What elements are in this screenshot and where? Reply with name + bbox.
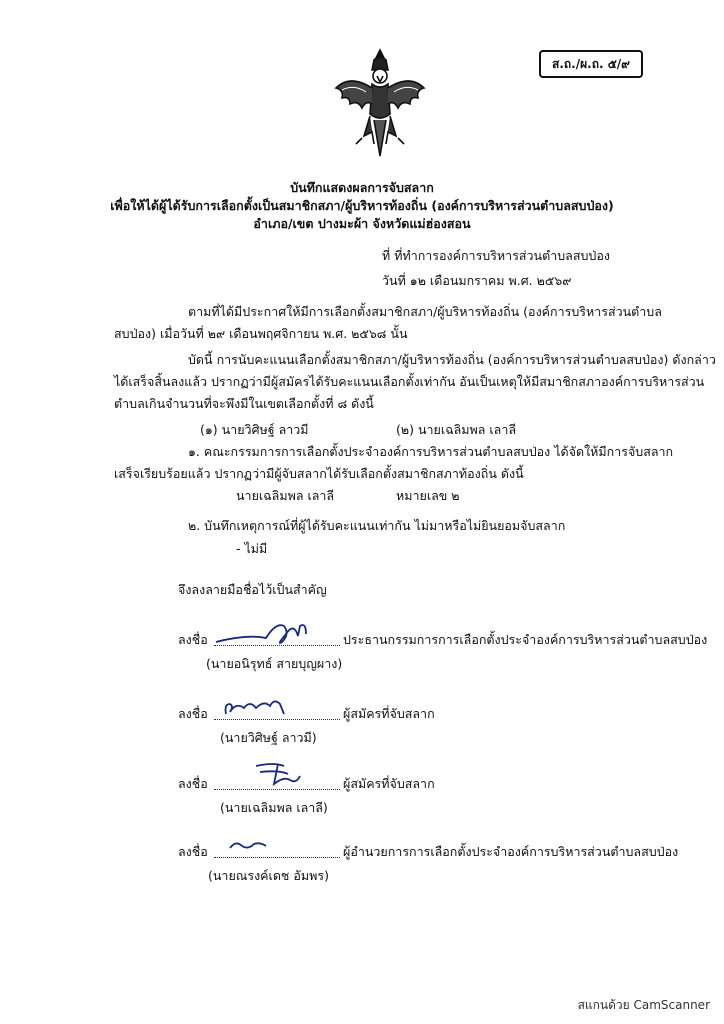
paragraph-1-line-2: สบป่อง) เมื่อวันที่ ๒๙ เดือนพฤศจิกายน พ.ศ. ๒๕๖๘ นั้น: [114, 326, 408, 341]
closing-statement: จึงลงลายมือชื่อไว้เป็นสำคัญ: [178, 582, 327, 597]
signature-2-role: ผู้สมัครที่จับสลาก: [343, 706, 435, 721]
signature-3-role: ผู้สมัครที่จับสลาก: [343, 776, 435, 791]
winner-name: นายเฉลิมพล เลาลี: [236, 488, 335, 503]
signature-3-prefix: ลงชื่อ: [178, 776, 208, 791]
garuda-emblem-icon: [328, 44, 432, 164]
scanner-watermark: สแกนด้วย CamScanner: [577, 998, 710, 1012]
signature-1-mark-icon: [206, 612, 346, 656]
signature-4-mark-icon: [226, 836, 286, 856]
paragraph-2-line-1: บัดนี้ การนับคะแนนเลือกตั้งสมาชิกสภา/ผู้บริหารท้องถิ่น (องค์การบริหารส่วนตำบลสบป่อง) ดังกล่าว: [188, 352, 716, 367]
signature-2-prefix: ลงชื่อ: [178, 706, 208, 721]
item-1-line-1: ๑. คณะกรรมการการเลือกตั้งประจำองค์การบริหารส่วนตำบลสบป่อง ได้จัดให้มีการจับสลาก: [188, 444, 674, 459]
item-1-line-2: เสร็จเรียบร้อยแล้ว ปรากฏว่ามีผู้จับสลากได้รับเลือกตั้งสมาชิกสภาท้องถิ่น ดังนี้: [114, 466, 524, 481]
item-2-line-2: - ไม่มี: [236, 541, 268, 556]
candidate-2: (๒) นายเฉลิมพล เลาลี: [396, 422, 517, 437]
signature-4-name: (นายณรงค์เดช อัมพร): [208, 868, 329, 883]
candidate-1: (๑) นายวิศิษฐ์ ลาวมี: [200, 422, 309, 437]
winner-number: หมายเลข ๒: [396, 488, 460, 503]
paragraph-2-line-2: ได้เสร็จสิ้นลงแล้ว ปรากฏว่ามีผู้สมัครได้รับคะแนนเลือกตั้งเท่ากัน อันเป็นเหตุให้มีสมาชิกสภาองค์การบริหารส่วน: [114, 374, 705, 389]
paragraph-2-line-3: ตำบลเกินจำนวนที่จะพึงมีในเขตเลือกตั้งที่ ๘ ดังนี้: [114, 396, 374, 411]
date-line: วันที่ ๑๒ เดือนมกราคม พ.ศ. ๒๕๖๙: [382, 273, 572, 288]
signature-3-mark-icon: [250, 758, 320, 790]
signature-3-name: (นายเฉลิมพล เลาลี): [220, 800, 328, 815]
signature-2-name: (นายวิศิษฐ์ ลาวมี): [220, 730, 317, 745]
signature-1-name: (นายอนิรุทธ์ สายบุญผาง): [206, 656, 343, 671]
signature-1-role: ประธานกรรมการการเลือกตั้งประจำองค์การบริหารส่วนตำบลสบป่อง: [343, 632, 708, 647]
paragraph-1-line-1: ตามที่ได้มีประกาศให้มีการเลือกตั้งสมาชิกสภา/ผู้บริหารท้องถิ่น (องค์การบริหารส่วนตำบล: [188, 304, 662, 319]
signature-2-mark-icon: [220, 694, 310, 724]
signature-4-role: ผู้อำนวยการการเลือกตั้งประจำองค์การบริหารส่วนตำบลสบป่อง: [343, 844, 679, 859]
place-line: ที่ ที่ทำการองค์การบริหารส่วนตำบลสบป่อง: [382, 248, 610, 263]
document-title: บันทึกแสดงผลการจับสลาก: [290, 180, 434, 195]
signature-4-prefix: ลงชื่อ: [178, 844, 208, 859]
signature-1-prefix: ลงชื่อ: [178, 632, 208, 647]
item-2-line-1: ๒. บันทึกเหตุการณ์ที่ผู้ได้รับคะแนนเท่ากัน ไม่มาหรือไม่ยินยอมจับสลาก: [188, 518, 566, 533]
document-location: อำเภอ/เขต ปางมะผ้า จังหวัดแม่ฮ่องสอน: [253, 216, 471, 231]
document-subtitle: เพื่อให้ได้ผู้ได้รับการเลือกตั้งเป็นสมาชิกสภา/ผู้บริหารท้องถิ่น (องค์การบริหารส่วนตำบลสบป่อง): [110, 198, 614, 213]
signature-4-line: [214, 857, 340, 858]
form-code-badge: ส.ถ./ผ.ถ. ๕/๙: [539, 50, 643, 78]
